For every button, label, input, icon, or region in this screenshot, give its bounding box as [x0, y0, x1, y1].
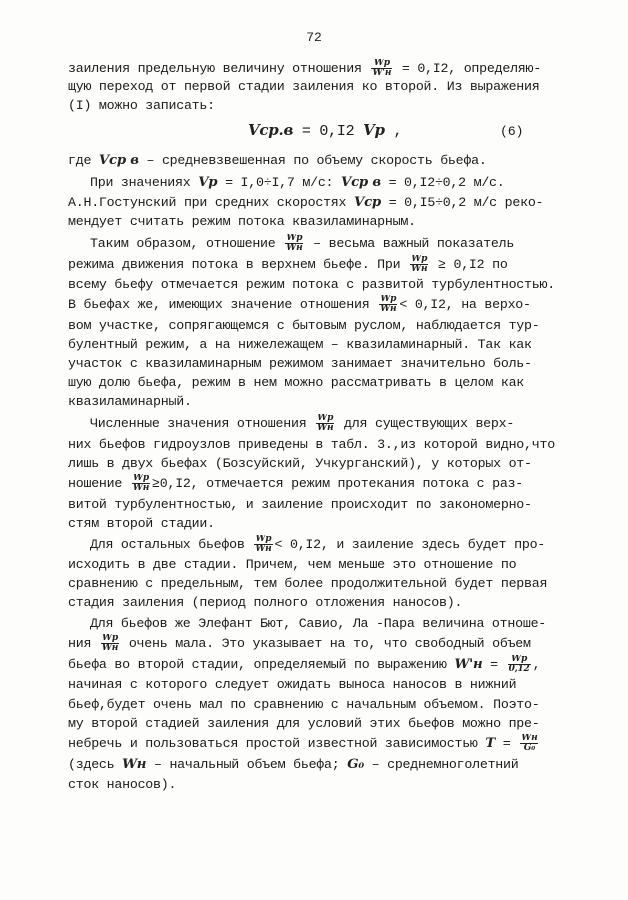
page-number: 72 [306, 30, 322, 45]
text-line: участок с квазиламинарным режимом занимает значительно боль- [68, 356, 532, 371]
text-line: булентный режим, а на нижележащем – квазиламинарный. Так как [68, 337, 532, 352]
formula-fraction: Wн G₀ [521, 734, 538, 753]
text-line: щую переход от первой стадии заиления ко второй. Из выражения [68, 79, 540, 94]
formula-fraction: Wр Wн [286, 234, 303, 253]
formula-fraction: Wр Wн [380, 295, 397, 314]
text-line: лишь в двух бьефах (Бозсуйский, Учкурганский), у которых от- [68, 456, 532, 471]
text-line: сток наносов). [68, 777, 177, 792]
text-line: мендует считать режим потока квазиламинарным. [68, 214, 416, 229]
text-line: вом участке, сопрягающемся с бытовым руслом, наблюдается тур- [68, 318, 540, 333]
text-line: где Vср в – средневзвешенная по объему скорость бьефа. [68, 153, 487, 168]
text-line: бьефа во второй стадии, определяемый по выражению W'н = Wр 0,12 , [68, 655, 541, 674]
text-line: шую долю бьефа, режим в нем можно рассматривать в целом как [68, 375, 525, 390]
formula-fraction: Wр 0,12 [508, 655, 530, 674]
text-line: Численные значения отношения Wр Wн для существующих верх- [90, 414, 515, 433]
text-line: начиная с которого следует ожидать выноса наносов в нижний [68, 677, 517, 692]
formula-fraction: Wр Wн [101, 634, 119, 653]
text-line: (здесь Wн – начальный объем бьефа; G₀ – среднемноголетний [68, 757, 519, 772]
text-line: витой турбулентностью, и заиление происходит по закономерно- [68, 497, 532, 512]
text-line: ношение Wр Wн ≥0,I2, отмечается режим протекания потока с раз- [68, 474, 524, 493]
text-line: стадия заиления (период полного отложения наносов). [68, 595, 463, 610]
text-line: них бьефов гидроузлов приведены в табл. 3.,из которой видно,что [68, 437, 555, 452]
text-line: В бьефах же, имеющих значение отношения Wр Wн < 0,I2, на верхо- [68, 295, 531, 314]
formula-fraction: Wр Wн [317, 414, 334, 433]
text-line: Таким образом, отношение Wр Wн – весьма важный показатель [90, 234, 515, 253]
formula-fraction: Wр Wн [132, 474, 150, 493]
formula-fraction: Wр Wн [411, 255, 428, 274]
text-line: стям второй стадии. [68, 516, 215, 531]
equation-number: (6) [500, 124, 524, 139]
text-line: Для бьефов же Элефант Бют, Савио, Ла -Пара величина отноше- [90, 616, 547, 631]
text-line: всему бьефу отмечается режим потока с развитой турбулентностью. [68, 277, 555, 292]
text-line: небречь и пользоваться простой известной зависимостью T = Wн G₀ [68, 734, 538, 753]
text-line: Для остальных бьефов Wр Wн < 0,I2, и заиление здесь будет про- [90, 535, 546, 554]
text-line: му второй стадией заиления для условий этих бьефов можно пре- [68, 716, 540, 731]
text-line: А.Н.Гостунский при средних скоростях Vср = 0,I5÷0,2 м/с реко- [68, 195, 544, 210]
text-line: квазиламинарный. [68, 394, 192, 409]
text-line: При значениях Vр = I,0÷I,7 м/с: Vср в = 0,I2÷0,2 м/с. [90, 175, 505, 190]
formula-fraction: Wр W'н [372, 59, 392, 78]
text-line: заиления предельную величину отношения Wр W'н = 0,I2, определяю- [68, 59, 541, 78]
text-line: бьеф,будет очень мал по сравнению с начальным объемом. Поэто- [68, 697, 540, 712]
formula-fraction: Wр Wн [255, 535, 272, 554]
text-line: (I) можно записать: [68, 98, 215, 113]
text-line: ния Wр Wн очень мала. Это указывает на то, что свободный объем [68, 634, 531, 653]
text-line: сравнению с предельным, тем более продолжительной будет первая [68, 576, 548, 591]
text-line: режима движения потока в верхнем бьефе. При Wр Wн ≥ 0,I2 по [68, 255, 508, 274]
equation-6: Vср.в = 0,I2 Vр , [248, 121, 403, 140]
text-line: исходить в две стадии. Причем, чем меньше это отношение по [68, 557, 517, 572]
